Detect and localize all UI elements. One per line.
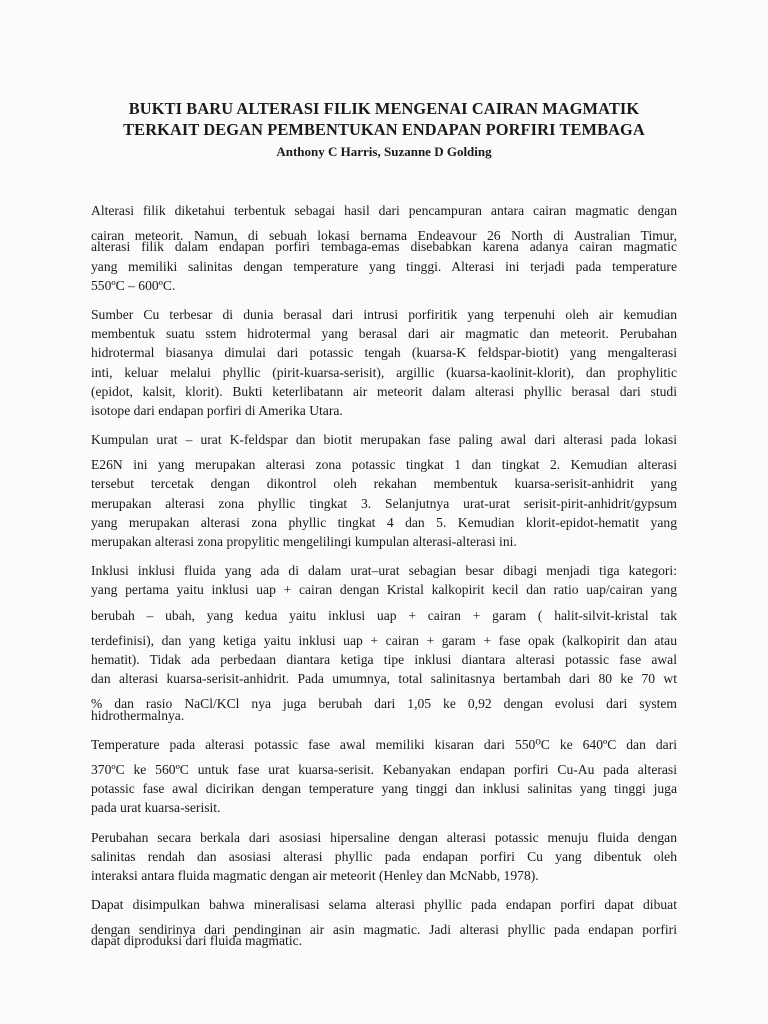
text-line: Inklusi inklusi fluida yang ada di dalam urat–urat sebagian besar dibagi menjadi tiga kategori:: [91, 563, 677, 579]
text-line: yang merupakan alterasi zona phyllic tingkat 4 dan 5. Kemudian klorit-epidot-hematit yang: [91, 514, 677, 530]
paragraph-7: [91, 895, 677, 951]
text-line: isotope dari endapan porfiri di Amerika Utara.: [91, 402, 343, 418]
text-line: inti, keluar melalui phyllic (pirit-kuarsa-serisit), argillic (kuarsa-kaolinit-klorit), dan prophylitic: [91, 364, 677, 380]
text-line: potassic fase awal dicirikan dengan temperature yang tinggi dan inklusi salinitas yang tinggi juga: [91, 781, 677, 797]
text-line: membentuk suatu sstem hidrotermal yang berasal dari air magmatic dan meteorit. Perubahan: [91, 326, 677, 342]
text-line: Sumber Cu terbesar di dunia berasal dari intrusi porfiritik yang terpenuhi oleh air kemudian: [91, 306, 677, 322]
title-line-1: BUKTI BARU ALTERASI FILIK MENGENAI CAIRAN MAGMATIK: [128, 99, 640, 118]
text-line: hidrotermal biasanya dimulai dari potassic tengah (kuarsa-K feldspar-biotit) yang mengalterasi: [91, 345, 677, 361]
text-line: dengan sendirinya dari pendinginan air asin magmatic. Jadi alterasi phyllic pada endapan porfiri: [91, 922, 677, 938]
text-line: salinitas rendah dan asosiasi alterasi phyllic pada endapan porfiri Cu yang dibentuk oleh: [91, 848, 677, 864]
text-line: cairan meteorit. Namun, di sebuah lokasi bernama Endeavour 26 North di Australian Timur,: [91, 228, 677, 244]
text-line: merupakan alterasi zona phyllic tingkat 3. Selanjutnya urat-urat serisit-pirit-anhidrit/gypsum: [91, 495, 677, 511]
text-line: 370ºC ke 560ºC untuk fase urat kuarsa-serisit. Kebanyakan endapan porfiri Cu-Au pada alterasi: [91, 761, 677, 777]
text-line: pada urat kuarsa-serisit.: [91, 800, 221, 816]
text-line: Kumpulan urat – urat K-feldspar dan biotit merupakan fase paling awal dari alterasi pada lokasi: [91, 432, 677, 448]
text-line: Temperature pada alterasi potassic fase awal memiliki kisaran dari 550⁰C ke 640ºC dan dari: [91, 736, 677, 752]
text-line: (epidot, kalsit, klorit). Bukti keterlibatann air meteorit dalam alterasi phyllic berasal dari studi: [91, 383, 677, 399]
text-line: tersebut tercetak dengan dikontrol oleh rekahan membentuk kuarsa-serisit-anhidrit yang: [91, 476, 677, 492]
text-line: berubah – ubah, yang kedua yaitu inklusi uap + cairan + garam ( halit-silvit-kristal tak: [91, 607, 677, 623]
text-line: Perubahan secara berkala dari asosiasi hipersaline dengan alterasi potassic menuju fluida dengan: [91, 829, 677, 845]
text-line: Dapat disimpulkan bahwa mineralisasi selama alterasi phyllic pada endapan porfiri dapat dibuat: [91, 897, 677, 913]
paragraph-5: [91, 735, 677, 818]
text-line: terdefinisi), dan yang ketiga yaitu inklusi uap + cairan + garam + fase opak (kalkopirit dan atau: [91, 632, 677, 648]
authors: Anthony C Harris, Suzanne D Golding: [276, 144, 492, 159]
text-line: alterasi filik dalam endapan porfiri tembaga-emas disebabkan karena adanya cairan magmatic: [91, 239, 677, 255]
text-line: E26N ini yang merupakan alterasi zona potassic tingkat 1 dan tingkat 2. Kemudian alterasi: [91, 457, 677, 473]
text-line: Alterasi filik diketahui terbentuk sebagai hasil dari pencampuran antara cairan magmatic dengan: [91, 203, 677, 218]
title-line-2: TERKAIT DEGAN PEMBENTUKAN ENDAPAN PORFIRI TEMBAGA: [123, 120, 645, 139]
text-line: yang memiliki salinitas dengan temperature yang tinggi. Alterasi ini terjadi pada temperature: [91, 258, 677, 274]
text-line: dapat diproduksi dari fluida magmatic.: [91, 933, 303, 949]
text-line: 550ºC – 600ºC.: [91, 277, 176, 293]
paragraph-3: [91, 430, 677, 551]
paragraph-1: [91, 201, 677, 295]
paragraph-2: [91, 305, 677, 420]
text-line: interaksi antara fluida magmatic dengan air meteorit (Henley dan McNabb, 1978).: [91, 867, 539, 883]
paragraph-6: [91, 828, 677, 886]
text-line: % dan rasio NaCl/KCl nya juga berubah dari 1,05 ke 0,92 dengan evolusi dari system: [91, 696, 677, 712]
text-line: dan alterasi kuarsa-serisit-anhidrit. Pada umumnya, total salinitasnya bertambah dari 80 ke 70 wt: [91, 671, 677, 687]
document-header: [0, 98, 768, 160]
text-line: hidrothermalnya.: [91, 707, 185, 723]
text-line: merupakan alterasi zona propylitic mengelilingi kumpulan alterasi-alterasi ini.: [91, 534, 517, 550]
paragraph-4: [91, 561, 677, 725]
document-body: [91, 201, 677, 961]
text-line: hematit). Tidak ada perbedaan diantara ketiga tipe inklusi diantara alterasi potassic fase awal: [91, 651, 677, 667]
text-line: yang pertama yaitu inklusi uap + cairan dengan Kristal kalkopirit kecil dan ratio uap/cairan yang: [91, 582, 677, 598]
